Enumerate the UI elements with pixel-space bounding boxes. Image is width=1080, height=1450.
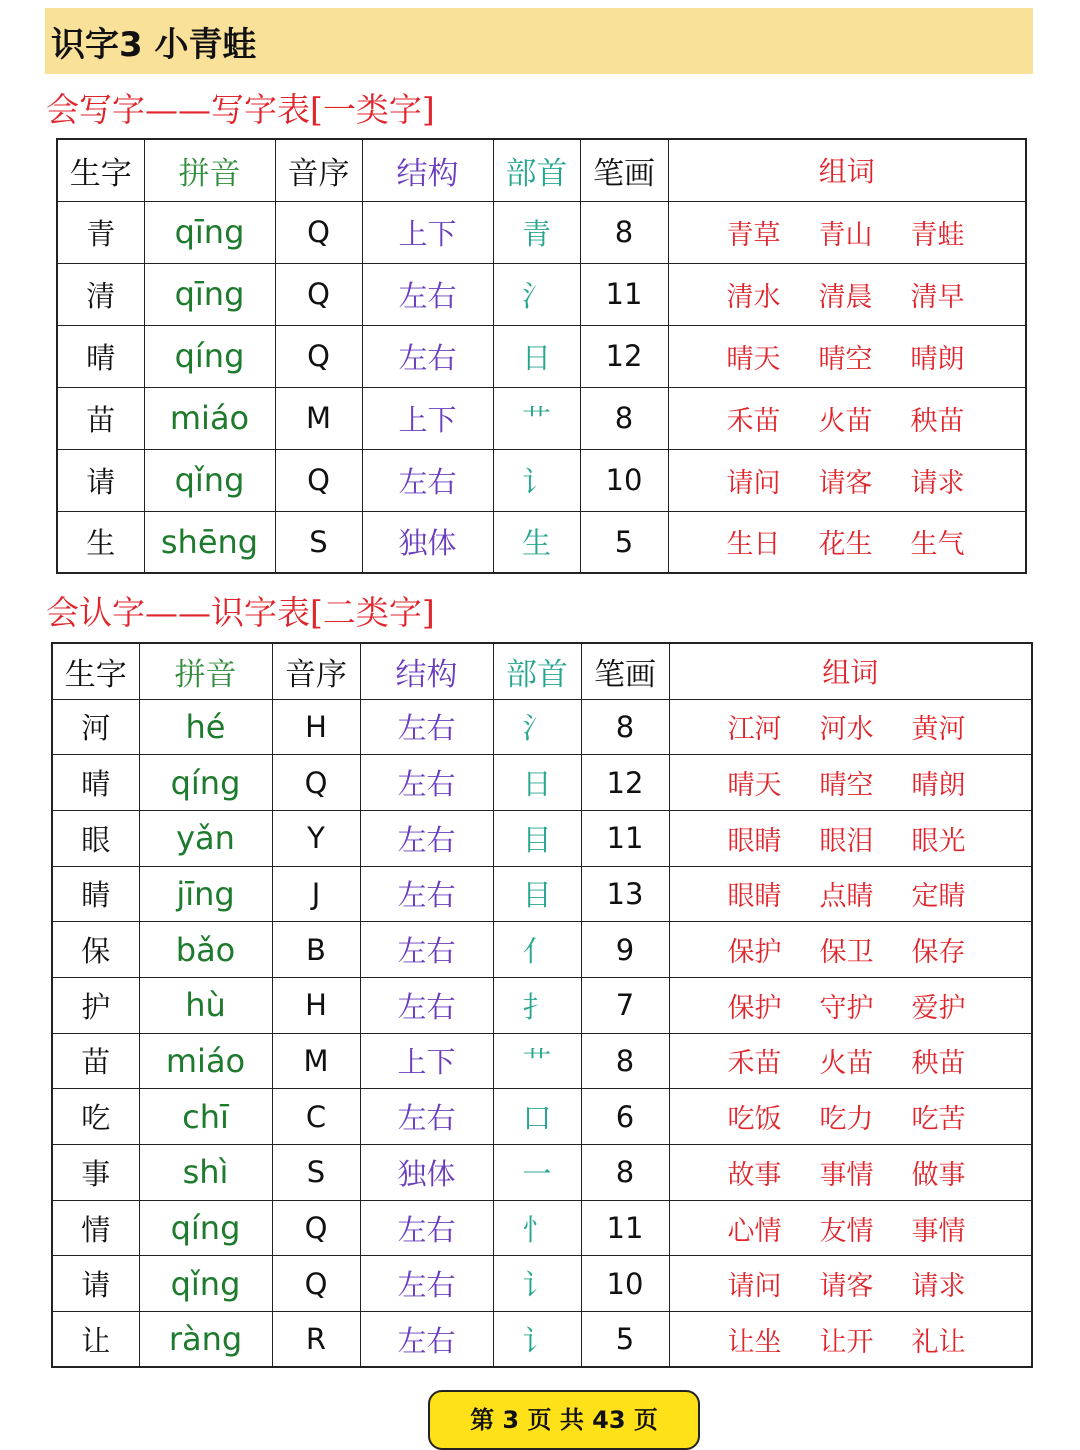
word-item: 花生 (818, 529, 873, 561)
strokes-cell: 12 (581, 755, 669, 811)
header-strokes: 笔画 (581, 643, 669, 699)
strokes-cell: 5 (580, 511, 668, 573)
pinyin-cell: hù (139, 977, 272, 1033)
radical-cell: 讠 (493, 449, 580, 511)
words-cell (669, 810, 1032, 866)
recognition-characters-table (51, 642, 1033, 1368)
char-cell: 护 (52, 977, 139, 1033)
lesson-title: 识字3 小青蛙 (51, 24, 257, 65)
order-cell: R (272, 1312, 360, 1368)
order-cell: M (272, 1033, 360, 1089)
order-cell: S (272, 1145, 360, 1201)
strokes-cell: 11 (581, 1200, 669, 1256)
strokes-cell: 10 (580, 449, 668, 511)
word-item: 眼睛 (727, 881, 782, 913)
pinyin-cell: hé (139, 699, 272, 755)
word-item: 请求 (911, 1271, 966, 1303)
writing-characters-table (56, 138, 1027, 574)
word-item: 清水 (726, 281, 781, 313)
word-item: 眼光 (911, 825, 966, 857)
radical-cell: 生 (493, 511, 580, 573)
order-cell: C (272, 1089, 360, 1145)
table-row (52, 977, 1032, 1033)
radical-cell: 日 (493, 325, 580, 387)
table-row (52, 1033, 1032, 1089)
strokes-cell: 6 (581, 1089, 669, 1145)
structure-cell: 独体 (360, 1145, 493, 1201)
word-item: 保护 (727, 992, 782, 1024)
word-item: 生气 (910, 529, 965, 561)
strokes-cell: 7 (581, 977, 669, 1033)
word-item: 晴朗 (910, 343, 965, 375)
structure-cell: 左右 (360, 810, 493, 866)
strokes-cell: 11 (580, 263, 668, 325)
word-item: 保卫 (819, 937, 874, 969)
word-item: 晴天 (727, 770, 782, 802)
header-order: 音序 (272, 643, 360, 699)
structure-cell: 上下 (360, 1033, 493, 1089)
word-item: 清晨 (818, 281, 873, 313)
char-cell: 生 (57, 511, 144, 573)
table-row (52, 866, 1032, 922)
word-item: 做事 (911, 1159, 966, 1191)
word-item: 请求 (910, 467, 965, 499)
char-cell: 眼 (52, 810, 139, 866)
word-item: 秧苗 (910, 405, 965, 437)
word-item: 河水 (819, 714, 874, 746)
order-cell: H (272, 699, 360, 755)
pinyin-cell: qīng (144, 201, 275, 263)
strokes-cell: 8 (581, 699, 669, 755)
pinyin-cell: miáo (139, 1033, 272, 1089)
char-cell: 河 (52, 699, 139, 755)
order-cell: J (272, 866, 360, 922)
structure-cell: 左右 (362, 325, 493, 387)
table-row (57, 387, 1026, 449)
words-cell (669, 755, 1032, 811)
table-row (52, 755, 1032, 811)
order-cell: Y (272, 810, 360, 866)
word-item: 故事 (727, 1159, 782, 1191)
table-row (57, 325, 1026, 387)
word-item: 吃饭 (727, 1104, 782, 1136)
word-item: 青草 (726, 219, 781, 251)
order-cell: S (275, 511, 362, 573)
strokes-cell: 12 (580, 325, 668, 387)
words-cell (669, 699, 1032, 755)
strokes-cell: 10 (581, 1256, 669, 1312)
word-item: 保存 (911, 937, 966, 969)
words-cell (669, 866, 1032, 922)
words-cell (669, 1145, 1032, 1201)
pinyin-cell: chī (139, 1089, 272, 1145)
structure-cell: 左右 (360, 1312, 493, 1368)
pinyin-cell: shēng (144, 511, 275, 573)
table-row (52, 1200, 1032, 1256)
section2-title: 会认字——识字表[二类字] (46, 593, 435, 632)
word-item: 青山 (818, 219, 873, 251)
table-row (52, 1089, 1032, 1145)
strokes-cell: 8 (581, 1033, 669, 1089)
word-item: 江河 (727, 714, 782, 746)
structure-cell: 左右 (360, 977, 493, 1033)
word-item: 晴朗 (911, 770, 966, 802)
order-cell: H (272, 977, 360, 1033)
char-cell: 吃 (52, 1089, 139, 1145)
word-item: 爱护 (911, 992, 966, 1024)
pinyin-cell: jīng (139, 866, 272, 922)
radical-cell: 目 (493, 810, 581, 866)
word-item: 让坐 (727, 1326, 782, 1358)
radical-cell: 氵 (493, 699, 581, 755)
header-words: 组词 (668, 139, 1026, 201)
strokes-cell: 8 (580, 387, 668, 449)
words-cell (668, 387, 1026, 449)
char-cell: 保 (52, 922, 139, 978)
pinyin-cell: shì (139, 1145, 272, 1201)
word-item: 火苗 (818, 405, 873, 437)
pinyin-cell: ràng (139, 1312, 272, 1368)
char-cell: 青 (57, 201, 144, 263)
char-cell: 请 (57, 449, 144, 511)
word-item: 晴空 (819, 770, 874, 802)
words-cell (668, 325, 1026, 387)
pinyin-cell: qǐng (139, 1256, 272, 1312)
radical-cell: 亻 (493, 922, 581, 978)
table-row (52, 922, 1032, 978)
header-char: 生字 (57, 139, 144, 201)
words-cell (669, 1089, 1032, 1145)
header-radical: 部首 (493, 643, 581, 699)
order-cell: Q (272, 1200, 360, 1256)
table-row (52, 1145, 1032, 1201)
words-cell (668, 511, 1026, 573)
pinyin-cell: qǐng (144, 449, 275, 511)
word-item: 心情 (727, 1215, 782, 1247)
structure-cell: 左右 (362, 449, 493, 511)
pinyin-cell: yǎn (139, 810, 272, 866)
structure-cell: 左右 (360, 755, 493, 811)
char-cell: 让 (52, 1312, 139, 1368)
pinyin-cell: qíng (139, 755, 272, 811)
structure-cell: 左右 (360, 922, 493, 978)
char-cell: 睛 (52, 866, 139, 922)
strokes-cell: 13 (581, 866, 669, 922)
pinyin-cell: miáo (144, 387, 275, 449)
radical-cell: 扌 (493, 977, 581, 1033)
structure-cell: 左右 (360, 1089, 493, 1145)
radical-cell: 讠 (493, 1312, 581, 1368)
pinyin-cell: qíng (144, 325, 275, 387)
word-item: 清早 (910, 281, 965, 313)
table-header-row (57, 139, 1026, 201)
words-cell (669, 977, 1032, 1033)
word-item: 吃力 (819, 1104, 874, 1136)
structure-cell: 左右 (360, 699, 493, 755)
words-cell (669, 1033, 1032, 1089)
structure-cell: 独体 (362, 511, 493, 573)
table-row (52, 1312, 1032, 1368)
word-item: 事情 (911, 1215, 966, 1247)
word-item: 禾苗 (726, 405, 781, 437)
word-item: 眼泪 (819, 825, 874, 857)
table-row (52, 1256, 1032, 1312)
word-item: 事情 (819, 1159, 874, 1191)
table-row (57, 511, 1026, 573)
char-cell: 苗 (52, 1033, 139, 1089)
header-strokes: 笔画 (580, 139, 668, 201)
header-radical: 部首 (493, 139, 580, 201)
header-char: 生字 (52, 643, 139, 699)
words-cell (669, 922, 1032, 978)
structure-cell: 上下 (362, 201, 493, 263)
strokes-cell: 9 (581, 922, 669, 978)
char-cell: 苗 (57, 387, 144, 449)
word-item: 晴天 (726, 343, 781, 375)
radical-cell: 青 (493, 201, 580, 263)
header-order: 音序 (275, 139, 362, 201)
pinyin-cell: qīng (144, 263, 275, 325)
header-structure: 结构 (360, 643, 493, 699)
word-item: 礼让 (911, 1326, 966, 1358)
order-cell: B (272, 922, 360, 978)
header-pinyin: 拼音 (139, 643, 272, 699)
words-cell (669, 1200, 1032, 1256)
char-cell: 晴 (57, 325, 144, 387)
word-item: 请问 (726, 467, 781, 499)
word-item: 晴空 (818, 343, 873, 375)
char-cell: 情 (52, 1200, 139, 1256)
word-item: 眼睛 (727, 825, 782, 857)
word-item: 生日 (726, 529, 781, 561)
word-item: 请客 (819, 1271, 874, 1303)
radical-cell: 艹 (493, 387, 580, 449)
order-cell: Q (275, 263, 362, 325)
radical-cell: 口 (493, 1089, 581, 1145)
char-cell: 事 (52, 1145, 139, 1201)
word-item: 秧苗 (911, 1048, 966, 1080)
structure-cell: 左右 (362, 263, 493, 325)
word-item: 让开 (819, 1326, 874, 1358)
order-cell: Q (272, 1256, 360, 1312)
radical-cell: 氵 (493, 263, 580, 325)
structure-cell: 左右 (360, 866, 493, 922)
radical-cell: 目 (493, 866, 581, 922)
char-cell: 请 (52, 1256, 139, 1312)
word-item: 火苗 (819, 1048, 874, 1080)
order-cell: M (275, 387, 362, 449)
word-item: 吃苦 (911, 1104, 966, 1136)
word-item: 请客 (818, 467, 873, 499)
word-item: 定睛 (911, 881, 966, 913)
structure-cell: 左右 (360, 1256, 493, 1312)
char-cell: 清 (57, 263, 144, 325)
table-row (57, 201, 1026, 263)
strokes-cell: 5 (581, 1312, 669, 1368)
strokes-cell: 8 (581, 1145, 669, 1201)
order-cell: Q (275, 449, 362, 511)
word-item: 请问 (727, 1271, 782, 1303)
radical-cell: 日 (493, 755, 581, 811)
order-cell: Q (275, 201, 362, 263)
word-item: 友情 (819, 1215, 874, 1247)
word-item: 守护 (819, 992, 874, 1024)
words-cell (668, 449, 1026, 511)
words-cell (669, 1312, 1032, 1368)
header-structure: 结构 (362, 139, 493, 201)
table-row (52, 699, 1032, 755)
char-cell: 晴 (52, 755, 139, 811)
word-item: 禾苗 (727, 1048, 782, 1080)
structure-cell: 上下 (362, 387, 493, 449)
strokes-cell: 8 (580, 201, 668, 263)
radical-cell: 一 (493, 1145, 581, 1201)
page-indicator: 第 3 页 共 43 页 (428, 1390, 700, 1450)
radical-cell: 讠 (493, 1256, 581, 1312)
table-row (52, 810, 1032, 866)
table-header-row (52, 643, 1032, 699)
lesson-title-bar (45, 8, 1033, 74)
header-words: 组词 (669, 643, 1032, 699)
order-cell: Q (272, 755, 360, 811)
pinyin-cell: bǎo (139, 922, 272, 978)
structure-cell: 左右 (360, 1200, 493, 1256)
table-row (57, 449, 1026, 511)
header-pinyin: 拼音 (144, 139, 275, 201)
words-cell (669, 1256, 1032, 1312)
word-item: 保护 (727, 937, 782, 969)
radical-cell: 艹 (493, 1033, 581, 1089)
table-row (57, 263, 1026, 325)
word-item: 黄河 (911, 714, 966, 746)
section1-title: 会写字——写字表[一类字] (46, 90, 435, 129)
word-item: 点睛 (819, 881, 874, 913)
words-cell (668, 201, 1026, 263)
order-cell: Q (275, 325, 362, 387)
word-item: 青蛙 (910, 219, 965, 251)
words-cell (668, 263, 1026, 325)
radical-cell: 忄 (493, 1200, 581, 1256)
pinyin-cell: qíng (139, 1200, 272, 1256)
strokes-cell: 11 (581, 810, 669, 866)
